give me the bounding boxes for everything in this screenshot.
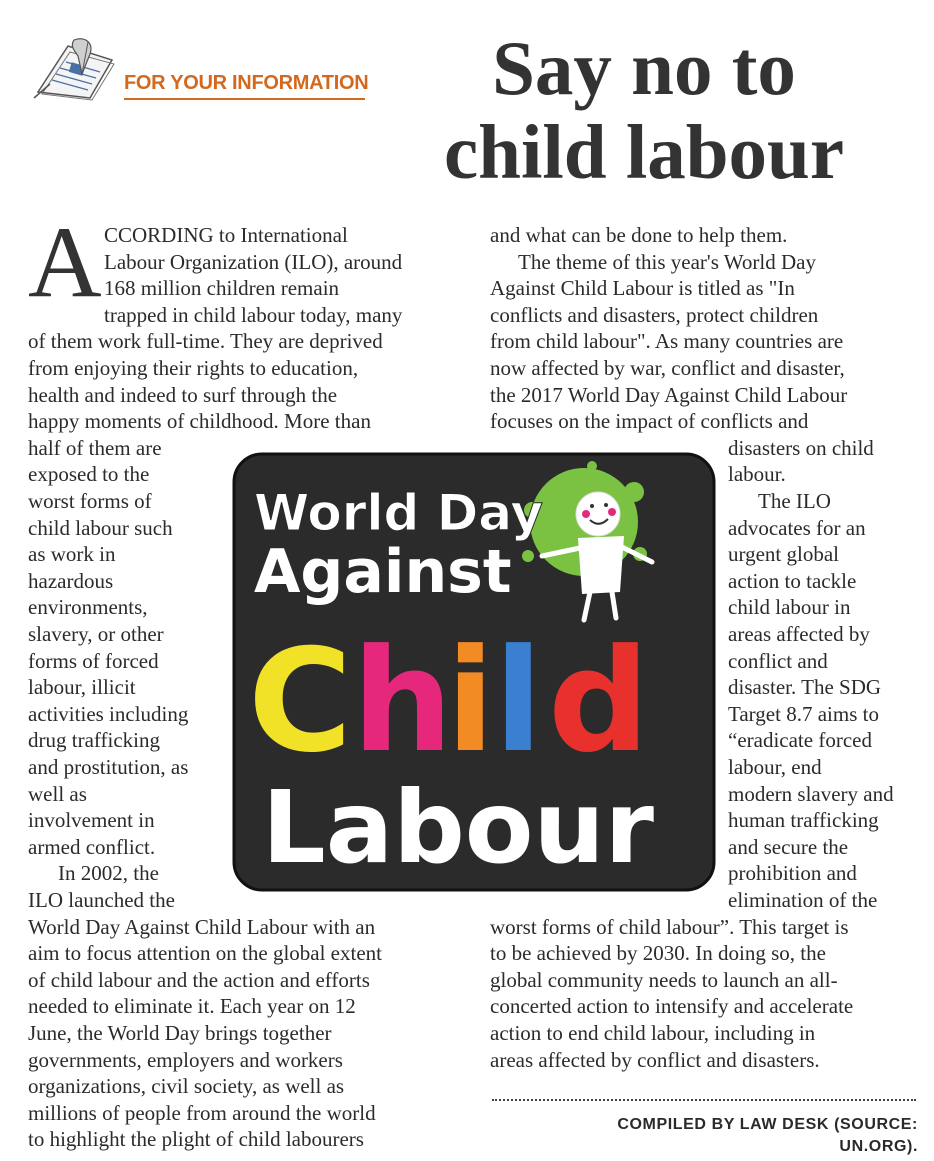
- text-line: exposed to the: [28, 462, 150, 487]
- text-line: trapped in child labour today, many: [104, 302, 403, 327]
- text-line: conflict and: [728, 648, 828, 673]
- text-line: areas affected by: [728, 622, 870, 646]
- text-line: happy moments of childhood. More than: [28, 409, 371, 434]
- text-line: organizations, civil society, as well as: [28, 1074, 345, 1099]
- text-line: urgent global: [728, 542, 840, 567]
- text-line: environments,: [28, 595, 148, 620]
- text-line: human trafficking: [728, 808, 879, 833]
- text-line: 168 million children remain: [104, 276, 340, 301]
- text-line: June, the World Day brings together: [28, 1021, 332, 1045]
- text-line: modern slavery and: [728, 781, 894, 806]
- text-line: prohibition and: [728, 861, 857, 886]
- text-line: governments, employers and workers: [28, 1047, 343, 1072]
- text-line: elimination of the: [728, 888, 878, 912]
- text-line: labour, illicit: [28, 675, 136, 700]
- text-line: CCORDING to International: [104, 223, 348, 247]
- world-day-poster: [232, 452, 716, 892]
- text-line: and prostitution, as: [28, 755, 189, 779]
- text-line: Against Child Labour is titled as "In: [490, 276, 795, 301]
- text-line: needed to eliminate it. Each year on 12: [28, 994, 356, 1019]
- text-line: worst forms of child labour”. This target is: [490, 914, 849, 939]
- text-line: disaster. The SDG: [728, 675, 882, 700]
- poster-child-letter-i: i: [446, 619, 495, 784]
- text-line: In 2002, the: [58, 861, 159, 886]
- text-line: World Day Against Child Labour with an: [28, 914, 376, 939]
- section-kicker: FOR YOUR INFORMATION: [124, 72, 369, 94]
- credit-line-1: COMPILED BY LAW DESK (SOURCE:: [617, 1116, 918, 1133]
- text-line: child labour such: [28, 515, 173, 540]
- text-line: The ILO: [758, 489, 831, 513]
- text-line: activities including: [28, 701, 189, 726]
- text-line: and what can be done to help them.: [490, 223, 788, 247]
- credit-line-2: UN.ORG).: [839, 1138, 918, 1155]
- text-line: The theme of this year's World Day: [518, 249, 816, 274]
- text-line: labour.: [728, 462, 786, 487]
- text-line: advocates for an: [728, 515, 866, 540]
- text-line: of child labour and the action and efforts: [28, 967, 370, 992]
- text-line: disasters on child: [728, 435, 874, 460]
- text-line: and secure the: [728, 834, 849, 859]
- text-line: drug trafficking: [28, 728, 160, 753]
- text-line: concerted action to intensify and accelerate: [490, 994, 854, 1019]
- text-line: to be achieved by 2030. In doing so, the: [490, 941, 826, 966]
- poster-line-1: World Day: [254, 484, 544, 542]
- text-line: Labour Organization (ILO), around: [104, 249, 403, 274]
- poster-line-4: Labour: [262, 769, 654, 886]
- text-line: to highlight the plight of child labourers: [28, 1127, 364, 1152]
- text-line: forms of forced: [28, 648, 159, 673]
- poster-child-letter-d: d: [548, 619, 650, 784]
- text-line: of them work full-time. They are deprived: [28, 329, 383, 354]
- text-line: health and indeed to surf through the: [28, 382, 338, 407]
- text-line: labour, end: [728, 755, 822, 779]
- text-line: armed conflict.: [28, 834, 156, 859]
- text-line: slavery, or other: [28, 622, 164, 646]
- poster-child-letter-l: l: [494, 619, 543, 784]
- text-line: child labour in: [728, 595, 851, 620]
- poster-child-letter-c: C: [248, 619, 353, 784]
- poster-child-letter-h: h: [352, 619, 454, 784]
- text-line: well as: [28, 781, 87, 806]
- text-line: from child labour". As many countries are: [490, 329, 844, 354]
- title-line-2: child labour: [443, 109, 845, 195]
- text-line: conflicts and disasters, protect children: [490, 302, 819, 327]
- article-header: [0, 0, 934, 220]
- text-line: focuses on the impact of conflicts and: [490, 409, 809, 434]
- newspaper-quill-icon: [30, 34, 128, 104]
- text-line: hazardous: [28, 568, 114, 593]
- text-line: Target 8.7 aims to: [728, 701, 879, 726]
- text-line: ILO launched the: [28, 888, 175, 912]
- text-line: action to end child labour, including in: [490, 1021, 816, 1045]
- text-line: global community needs to launch an all-: [490, 967, 838, 992]
- text-line: the 2017 World Day Against Child Labour: [490, 382, 848, 407]
- text-line: from enjoying their rights to education,: [28, 356, 359, 380]
- text-line: “eradicate forced: [728, 728, 872, 753]
- text-line: action to tackle: [728, 568, 857, 593]
- text-line: half of them are: [28, 435, 162, 460]
- text-line: as work in: [28, 542, 116, 567]
- text-line: aim to focus attention on the global extent: [28, 941, 382, 966]
- text-line: worst forms of: [28, 489, 152, 513]
- dotted-divider: [492, 1099, 916, 1101]
- kicker-underline: [124, 98, 365, 100]
- drop-cap: A: [28, 206, 102, 319]
- text-line: millions of people from around the world: [28, 1100, 376, 1125]
- title-line-1: Say no to: [492, 25, 796, 111]
- text-line: areas affected by conflict and disasters.: [490, 1047, 820, 1072]
- poster-line-2: Against: [254, 537, 512, 607]
- text-line: now affected by war, conflict and disaster,: [490, 356, 845, 380]
- text-line: involvement in: [28, 808, 155, 833]
- page-title: [374, 26, 914, 194]
